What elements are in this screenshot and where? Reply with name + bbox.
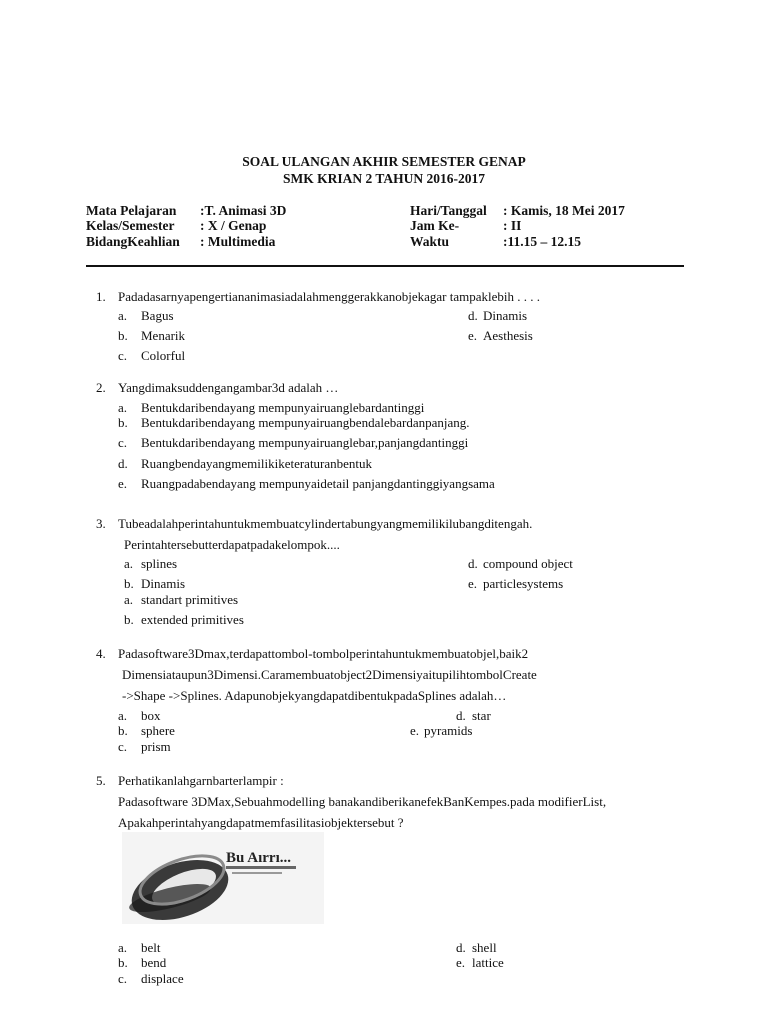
- option-letter: a.: [124, 592, 134, 607]
- page-subtitle: SMK KRIAN 2 TAHUN 2016-2017: [282, 171, 485, 186]
- option-letter: c.: [118, 435, 128, 450]
- question-number: 3.: [96, 516, 106, 531]
- option-text: prism: [141, 739, 171, 754]
- question-text: Padasoftware3Dmax,terdapattombol-tombolperintahuntukmembuatobjel,baik2: [118, 646, 529, 661]
- option-letter: d.: [468, 308, 478, 323]
- header-label: Hari/Tanggal: [410, 203, 487, 218]
- option-text: Menarik: [141, 328, 186, 343]
- question-text: Apakahperintahyangdapatmemfasilitasiobjektersebut ?: [118, 815, 404, 830]
- question-text: Perintahtersebutterdapatpadakelompok....: [124, 537, 340, 552]
- option-text: Ruangpadabendayang mempunyaidetail panjangdantinggiyangsama: [141, 476, 495, 491]
- option-letter: e.: [456, 955, 466, 970]
- question-number: 4.: [96, 646, 106, 661]
- option-letter: d.: [468, 556, 478, 571]
- option-text: extended primitives: [141, 612, 244, 627]
- question-text: Tubeadalahperintahuntukmembuatcylindertabungyangmemilikilubangditengah.: [118, 516, 533, 531]
- option-text: standart primitives: [141, 592, 239, 607]
- option-letter: e.: [468, 328, 478, 343]
- option-text: Dinamis: [483, 308, 528, 323]
- option-text: Aesthesis: [483, 328, 533, 343]
- option-text: box: [141, 708, 161, 723]
- option-letter: b.: [118, 955, 128, 970]
- option-text: splines: [141, 556, 178, 571]
- header-value: : II: [503, 218, 522, 233]
- option-letter: b.: [124, 612, 134, 627]
- inflated-ring-image: [122, 832, 324, 924]
- question-text: Padasoftware 3DMax,Sebuahmodelling banakandiberikanefekBanKempes.pada modifierList,: [118, 794, 607, 809]
- image-caption: Bu Aırrı...: [226, 850, 292, 866]
- option-letter: c.: [118, 971, 128, 986]
- question-number: 1.: [96, 289, 106, 304]
- option-text: Dinamis: [141, 576, 186, 591]
- question-text: Dimensiataupun3Dimensi.Caramembuatobject2DimensiyaitupilihtombolCreate: [122, 667, 537, 682]
- option-letter: c.: [118, 739, 128, 754]
- option-text: star: [472, 708, 491, 723]
- header-value: :T. Animasi 3D: [200, 203, 287, 218]
- header-value: : Kamis, 18 Mei 2017: [503, 203, 625, 218]
- option-text: shell: [472, 940, 497, 955]
- question-text: Yangdimaksuddengangambar3d adalah …: [118, 380, 339, 395]
- option-text: Bentukdaribendayang mempunyairuangbendalebardanpanjang.: [141, 415, 470, 430]
- option-text: bend: [141, 955, 167, 970]
- question-number: 5.: [96, 773, 106, 788]
- option-text: compound object: [483, 556, 573, 571]
- option-letter: e.: [468, 576, 478, 591]
- option-letter: b.: [118, 723, 128, 738]
- header-label: Mata Pelajaran: [86, 203, 177, 218]
- option-text: lattice: [472, 955, 504, 970]
- option-letter: a.: [118, 708, 128, 723]
- option-letter: a.: [124, 556, 134, 571]
- option-letter: d.: [118, 456, 128, 471]
- option-letter: b.: [124, 576, 134, 591]
- option-text: particlesystems: [483, 576, 564, 591]
- question-text: ->Shape ->Splines. AdapunobjekyangdapatdibentukpadaSplines adalah…: [122, 688, 507, 703]
- option-letter: a.: [118, 400, 128, 415]
- option-letter: a.: [118, 308, 128, 323]
- option-text: sphere: [141, 723, 175, 738]
- option-text: displace: [141, 971, 184, 986]
- header-label: Jam Ke-: [410, 218, 460, 233]
- header-divider: [86, 265, 684, 267]
- option-letter: e.: [118, 476, 128, 491]
- header-value: : Multimedia: [200, 234, 276, 249]
- option-text: Bentukdaribendayang mempunyairuanglebardantinggi: [141, 400, 425, 415]
- option-letter: d.: [456, 708, 466, 723]
- option-text: Colorful: [141, 348, 186, 363]
- option-text: Bentukdaribendayang mempunyairuanglebar,panjangdantinggi: [141, 435, 469, 450]
- option-text: pyramids: [424, 723, 473, 738]
- option-text: Bagus: [141, 308, 174, 323]
- option-letter: a.: [118, 940, 128, 955]
- option-letter: e.: [410, 723, 420, 738]
- header-label: BidangKeahlian: [86, 234, 180, 249]
- header-value: :11.15 – 12.15: [503, 234, 582, 249]
- header-label: Waktu: [410, 234, 450, 249]
- question-text: Padadasarnyapengertiananimasiadalahmenggerakkanobjekagar tampaklebih . . . .: [118, 289, 540, 304]
- question-text: Perhatikanlahgarnbarterlampir :: [118, 773, 284, 788]
- option-letter: c.: [118, 348, 128, 363]
- question-number: 2.: [96, 380, 106, 395]
- option-text: belt: [141, 940, 161, 955]
- header-label: Kelas/Semester: [86, 218, 175, 233]
- page-title: SOAL ULANGAN AKHIR SEMESTER GENAP: [242, 154, 526, 169]
- option-text: Ruangbendayangmemilikiketeraturanbentuk: [141, 456, 373, 471]
- option-letter: d.: [456, 940, 466, 955]
- option-letter: b.: [118, 328, 128, 343]
- option-letter: b.: [118, 415, 128, 430]
- header-value: : X / Genap: [200, 218, 267, 233]
